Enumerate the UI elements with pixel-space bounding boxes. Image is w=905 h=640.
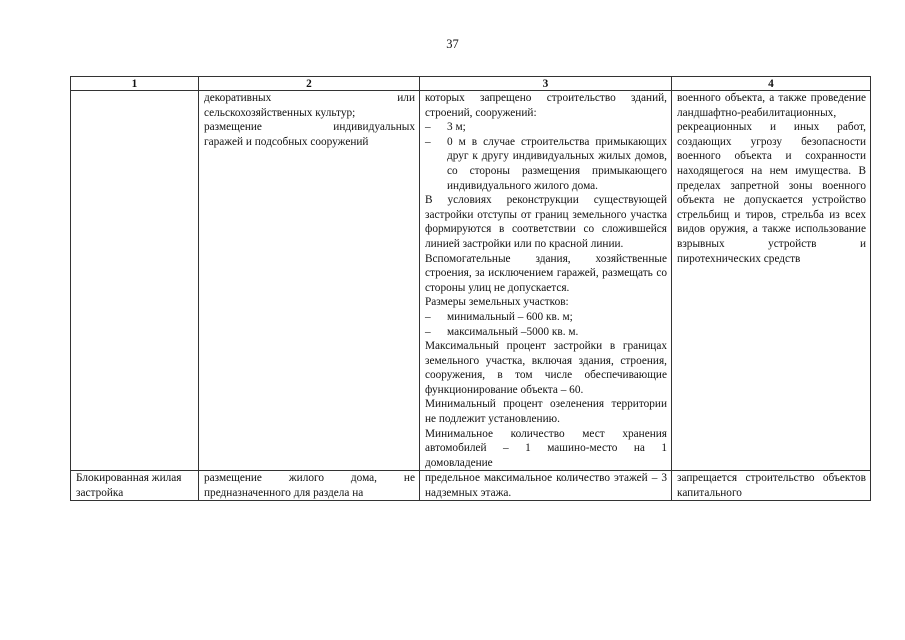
table-row	[71, 91, 871, 471]
paragraph: Минимальный процент озеленения территории не подлежит установлению.	[425, 398, 667, 426]
list-item: – 3 м;	[425, 121, 466, 134]
list-item: – 0 м в случае строительства примыкающих друг к другу индивидуальных жилых домов, со стороны размещения примыкающего индивидуального жилого дома.	[425, 135, 667, 192]
text-line: гаражей и подсобных сооружений	[204, 135, 369, 148]
row1-permitted-uses	[199, 91, 420, 471]
header-col-2: 2	[199, 77, 420, 91]
list-item: – минимальный – 600 кв. м;	[425, 310, 573, 323]
header-row	[71, 77, 871, 91]
table-row	[71, 471, 871, 501]
paragraph: Вспомогательные здания, хозяйственные строения, за исключением гаражей, размещать со стороны улиц не допускается.	[425, 252, 667, 294]
row2-parameters: предельное максимальное количество этажей – 3 надземных этажа.	[420, 471, 672, 501]
text-line: сельскохозяйственных культур;	[204, 106, 356, 119]
header-col-1: 1	[71, 77, 199, 91]
header-col-4: 4	[672, 77, 871, 91]
dash-marker: –	[425, 121, 431, 134]
row1-restrictions: военного объекта, а также проведение ландшафтно-реабилитационных, рекреационных и иных работ, создающих угрозу безопасности военного объекта и сохранности находящегося на нем имущества. В пределах запретной зоны военного объекта не допускается устройство стрельбищ и тиров, стрельба из всех видов оружия, а также использование взрывных устройств и пиротехнических средств	[672, 91, 871, 471]
dash-marker: –	[425, 325, 431, 338]
row2-restrictions: запрещается строительство объектов капитального	[672, 471, 871, 501]
row1-zone-name	[71, 91, 199, 471]
paragraph: В условиях реконструкции существующей застройки отступы от границ земельного участка формируются в соответствии со сложившейся линией застройки или по красной линии.	[425, 194, 667, 250]
row2-permitted-uses: размещение жилого дома, не предназначенного для раздела на	[199, 471, 420, 501]
paragraph: Размеры земельных участков:	[425, 296, 569, 309]
page-number: 37	[446, 37, 459, 51]
row1-parameters	[420, 91, 672, 471]
dash-marker: –	[425, 135, 431, 148]
regulations-table	[70, 76, 871, 501]
dash-marker: –	[425, 310, 431, 323]
row2-zone-name: Блокированная жилая застройка	[71, 471, 199, 501]
paragraph: Максимальный процент застройки в границах земельного участка, включая здания, строения, сооружения, в том числе обеспечивающие функционирование объекта – 60.	[425, 340, 667, 396]
paragraph: которых запрещено строительство зданий, строений, сооружений:	[425, 92, 667, 119]
text-line: размещение индивидуальных	[204, 121, 415, 134]
list-item: – максимальный –5000 кв. м.	[425, 325, 579, 338]
paragraph: Минимальное количество мест хранения автомобилей – 1 машино-место на 1 домовладение	[425, 427, 667, 469]
header-col-3: 3	[420, 77, 672, 91]
text-line: декоративных или	[204, 92, 415, 104]
